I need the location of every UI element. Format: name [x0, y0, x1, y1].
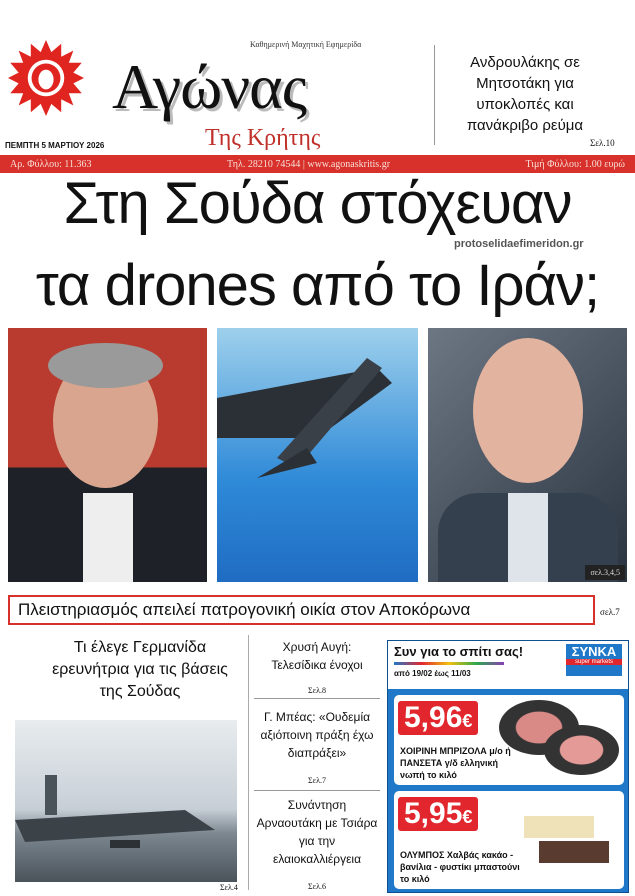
newspaper-title: Αγώνας: [112, 51, 307, 122]
logo-emblem-icon: [8, 40, 84, 116]
photo-politician-right: [428, 328, 627, 582]
meat-image: [544, 725, 619, 775]
halva-image: [524, 816, 594, 838]
photo-politician-left: [8, 328, 207, 582]
newspaper-subtitle: Της Κρήτης: [205, 125, 321, 151]
side-story-title[interactable]: Ανδρουλάκης σε Μητσοτάκη για υποκλοπές και πανάκριβο ρεύμα: [466, 54, 584, 134]
story-page: Σελ.7: [308, 776, 326, 785]
headline-line1[interactable]: Στη Σούδα στόχευαν: [63, 171, 572, 236]
photo-aircraft-carrier: [15, 720, 237, 882]
middle-story-1[interactable]: [254, 638, 380, 700]
story-title: Χρυσή Αυγή: Τελεσίδικα ένοχοι: [271, 640, 363, 672]
halva-image: [539, 841, 609, 863]
headline-line2[interactable]: τα drones από το Ιράν;: [35, 253, 600, 318]
divider: [254, 698, 380, 699]
middle-story-3[interactable]: [254, 796, 380, 896]
banner-page: σελ.7: [600, 607, 620, 617]
divider: [254, 790, 380, 791]
issue-number: Αρ. Φύλλου: 11.363: [10, 158, 92, 170]
contact-info: Τηλ. 28210 74544 | www.agonaskritis.gr: [227, 158, 391, 170]
watermark: protoselidaefimeridon.gr: [454, 238, 584, 250]
ad-item[interactable]: [394, 791, 624, 889]
issue-price: Τιμή Φύλλου: 1.00 ευρώ: [525, 158, 625, 170]
divider: [434, 45, 435, 145]
story-title: Γ. Μπέας: «Ουδεμία αξιόποινη πράξη έχω διαπράξει»: [260, 710, 374, 760]
brand-logo: ΣΥΝΚΑ super markets: [566, 644, 622, 676]
price-tag: 5,96€: [398, 701, 478, 735]
column-divider: [248, 635, 249, 890]
tagline: Καθημερινή Μαχητική Εφημερίδα: [250, 40, 362, 49]
middle-story-2[interactable]: [254, 708, 380, 790]
photos-page-ref: σελ.3,4,5: [585, 565, 625, 580]
ad-heading: Συν για το σπίτι σας!: [394, 644, 524, 659]
banner-story[interactable]: Πλειστηριασμός απειλεί πατρογονική οικία στον Αποκόρωνα: [8, 595, 595, 625]
left-story-page: Σελ.4: [220, 883, 238, 892]
story-page: Σελ.8: [308, 686, 326, 695]
ad-color-stripe: [394, 662, 504, 665]
left-story-title[interactable]: Τι έλεγε Γερμανίδα ερευνήτρια για τις βάσεις της Σούδας: [52, 639, 228, 700]
item-description: ΧΟΙΡΙΝΗ ΜΠΡΙΖΟΛΑ μ/ο ή ΠΑΝΣΕΤΑ γ/δ ελληνική νωπή το κιλό: [400, 746, 511, 780]
supermarket-ad[interactable]: [387, 640, 629, 893]
item-description: ΟΛΥΜΠΟΣ Χαλβάς κακάο - βανίλια - φυστίκι μπαστούνι το κιλό: [400, 850, 520, 884]
photo-drone: [217, 328, 418, 582]
issue-date: ΠΕΜΠΤΗ 5 ΜΑΡΤΙΟΥ 2026: [5, 141, 105, 150]
story-title: Συνάντηση Αρναουτάκη με Τσιάρα για την ελαιοκαλλιέργεια: [256, 798, 378, 866]
side-story-page: Σελ.10: [590, 138, 615, 148]
ad-dates: από 19/02 έως 11/03: [394, 669, 471, 678]
price-tag: 5,95€: [398, 797, 478, 831]
ad-item[interactable]: [394, 695, 624, 785]
story-page: Σελ.6: [308, 882, 326, 891]
